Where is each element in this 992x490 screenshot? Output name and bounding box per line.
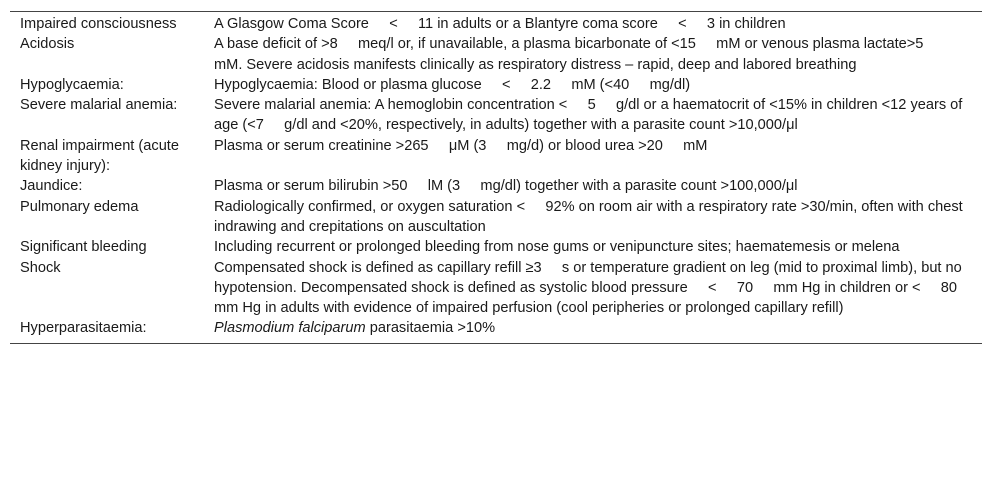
criterion-cell: Shock <box>20 259 61 276</box>
table-row <box>10 95 982 136</box>
definition-cell: Radiologically confirmed, or oxygen saturation < 92% on room air with a respiratory rate >30/min, often with chest indrawing and crepitations on auscultation <box>214 198 967 235</box>
criterion-cell: Hypoglycaemia: <box>20 76 124 93</box>
table-row <box>10 75 982 95</box>
table-row <box>10 237 982 257</box>
definition-cell: A Glasgow Coma Score < 11 in adults or a Blantyre coma score < 3 in children <box>214 16 786 32</box>
criterion-cell: Severe malarial anemia: <box>20 97 178 114</box>
species-name: Plasmodium falciparum <box>214 320 366 337</box>
criterion-cell: Renal impairment (acute kidney injury): <box>20 137 179 175</box>
table-row <box>10 318 982 343</box>
definition-cell: Hypoglycaemia: Blood or plasma glucose < 2.2 mM (<40 mg/dl) <box>214 76 691 93</box>
criterion-cell: Significant bleeding <box>20 239 147 256</box>
criterion-cell: Jaundice: <box>20 178 83 195</box>
definition-cell: A base deficit of >8 meq/l or, if unavailable, a plasma bicarbonate of <15 mM or venous plasma lactate>5 mM. Severe acidosis manifests clinically as respiratory distress – rapid, deep and labored breathing <box>214 36 944 73</box>
definition-cell: Plasma or serum creatinine >265 μM (3 mg/d) or blood urea >20 mM <box>214 137 708 154</box>
criterion-cell: Pulmonary edema <box>20 198 139 215</box>
definition-cell <box>208 318 982 343</box>
table-row <box>10 34 982 75</box>
criterion-cell: Acidosis <box>20 36 75 53</box>
table-row <box>10 258 982 319</box>
criteria-table-container <box>10 11 982 344</box>
table-row <box>10 12 982 35</box>
table-row <box>10 136 982 177</box>
criterion-cell: Hyperparasitaemia: <box>20 320 147 337</box>
definition-cell: Including recurrent or prolonged bleeding from nose gums or venipuncture sites; haematemesis or melena <box>214 239 900 256</box>
criterion-cell: Impaired consciousness <box>20 16 177 32</box>
severe-malaria-criteria-table <box>10 11 982 344</box>
definition-cell: Compensated shock is defined as capillary refill ≥3 s or temperature gradient on leg (mid to proximal limb), but no hypotension. Decompensated shock is defined as systolic blood pressure < 70 mm Hg in children or < 80 mm Hg in adults with evidence of impaired perfusion (cool peripheries or prolonged capillary refill) <box>214 259 978 317</box>
definition-cell: Severe malarial anemia: A hemoglobin concentration < 5 g/dl or a haematocrit of <15% in children <12 years of age (<7 g/dl and <20%, respectively, in adults) together with a parasite count >10,000/μl <box>214 97 967 134</box>
definition-cell: Plasma or serum bilirubin >50 lM (3 mg/dl) together with a parasite count >100,000/μl <box>214 178 798 195</box>
definition-text: parasitaemia >10% <box>365 320 496 337</box>
table-row <box>10 197 982 238</box>
table-row <box>10 176 982 196</box>
